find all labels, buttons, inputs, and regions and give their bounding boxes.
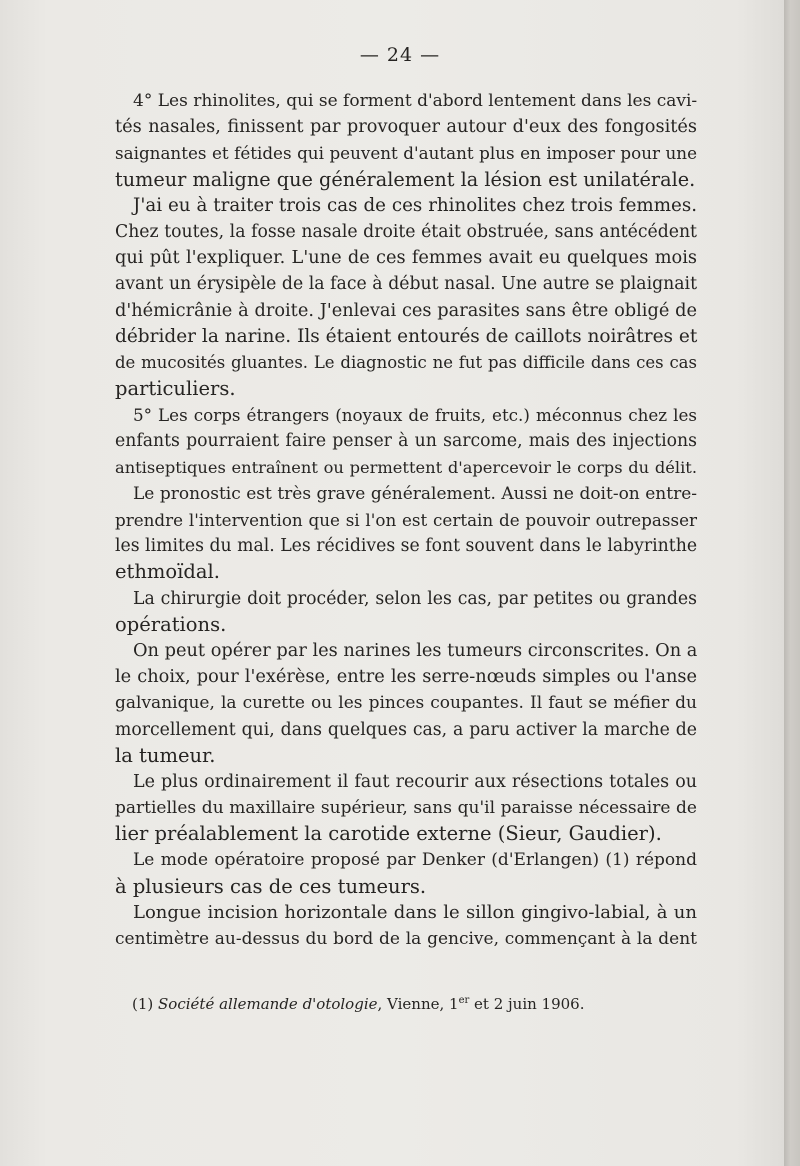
body-text	[115, 88, 697, 952]
text-line: la tumeur.	[115, 743, 216, 767]
page-edge	[784, 0, 800, 1166]
text-line: La chirurgie doit procéder, selon les cas, par petites ou grandes	[133, 588, 697, 609]
text-line: tumeur maligne que généralement la lésion est unilatérale.	[115, 167, 696, 191]
text-line: saignantes et fétides qui peuvent d'autant plus en imposer pour une	[115, 143, 697, 164]
text-line: 5° Les corps étrangers (noyaux de fruits, etc.) méconnus chez les	[133, 405, 697, 426]
footnote	[132, 995, 585, 1013]
text-line: galvanique, la curette ou les pinces coupantes. Il faut se méfier du	[115, 693, 697, 714]
text-line: à plusieurs cas de ces tumeurs.	[115, 874, 427, 898]
text-line: Longue incision horizontale dans le sillon gingivo-labial, à un	[133, 901, 697, 923]
text-line: Chez toutes, la fosse nasale droite était obstruée, sans antécédent	[115, 221, 697, 242]
text-line: enfants pourraient faire penser à un sarcome, mais des injections	[115, 431, 697, 452]
text-line: débrider la narine. Ils étaient entourés de caillots noirâtres et	[115, 325, 698, 347]
text-line: centimètre au-dessus du bord de la gencive, commençant à la dent	[115, 929, 697, 949]
text-line: On peut opérer par les narines les tumeurs circonscrites. On a	[133, 640, 698, 661]
text-line: ethmoïdal.	[115, 560, 220, 584]
footnote-place: , Vienne, 1	[377, 995, 459, 1013]
page-number: — 24 —	[359, 44, 441, 66]
footnote-journal: Société allemande d'otologie	[158, 995, 378, 1013]
text-line: tés nasales, finissent par provoquer autour d'eux des fongosités	[115, 117, 697, 138]
text-line: morcellement qui, dans quelques cas, a paru activer la marche de	[115, 719, 697, 740]
footnote-marker: (1)	[132, 995, 154, 1013]
text-line: opérations.	[115, 612, 227, 636]
footnote-ordinal: er	[458, 995, 470, 1006]
text-line: de mucosités gluantes. Le diagnostic ne fut pas difficile dans ces cas	[115, 352, 697, 372]
text-line: Le pronostic est très grave généralement. Aussi ne doit-on entre-	[133, 483, 697, 504]
text-line: avant un érysipèle de la face à début nasal. Une autre se plaignait	[115, 274, 697, 295]
text-line: qui pût l'expliquer. L'une de ces femmes avait eu quelques mois	[115, 248, 697, 269]
text-line: les limites du mal. Les récidives se font souvent dans le labyrinthe	[115, 536, 698, 557]
text-line: lier préalablement la carotide externe (Sieur, Gaudier).	[115, 822, 662, 846]
text-line: 4° Les rhinolites, qui se forment d'abord lentement dans les cavi-	[133, 91, 698, 111]
text-line: Le mode opératoire proposé par Denker (d'Erlangen) (1) répond	[133, 850, 697, 871]
text-line: le choix, pour l'exérèse, entre les serre-nœuds simples ou l'anse	[115, 667, 697, 688]
text-line: particuliers.	[115, 377, 236, 401]
footnote-dates: et 2 juin 1906.	[469, 995, 585, 1013]
text-line: J'ai eu à traiter trois cas de ces rhinolites chez trois femmes.	[133, 194, 697, 216]
text-line: partielles du maxillaire supérieur, sans qu'il paraisse nécessaire de	[115, 798, 697, 819]
text-line: prendre l'intervention que si l'on est certain de pouvoir outrepasser	[115, 510, 697, 530]
text-line: antiseptiques entraînent ou permettent d'apercevoir le corps du délit.	[115, 457, 697, 477]
text-line: Le plus ordinairement il faut recourir aux résections totales ou	[133, 771, 697, 792]
text-line: d'hémicrânie à droite. J'enlevai ces parasites sans être obligé de	[115, 300, 697, 321]
